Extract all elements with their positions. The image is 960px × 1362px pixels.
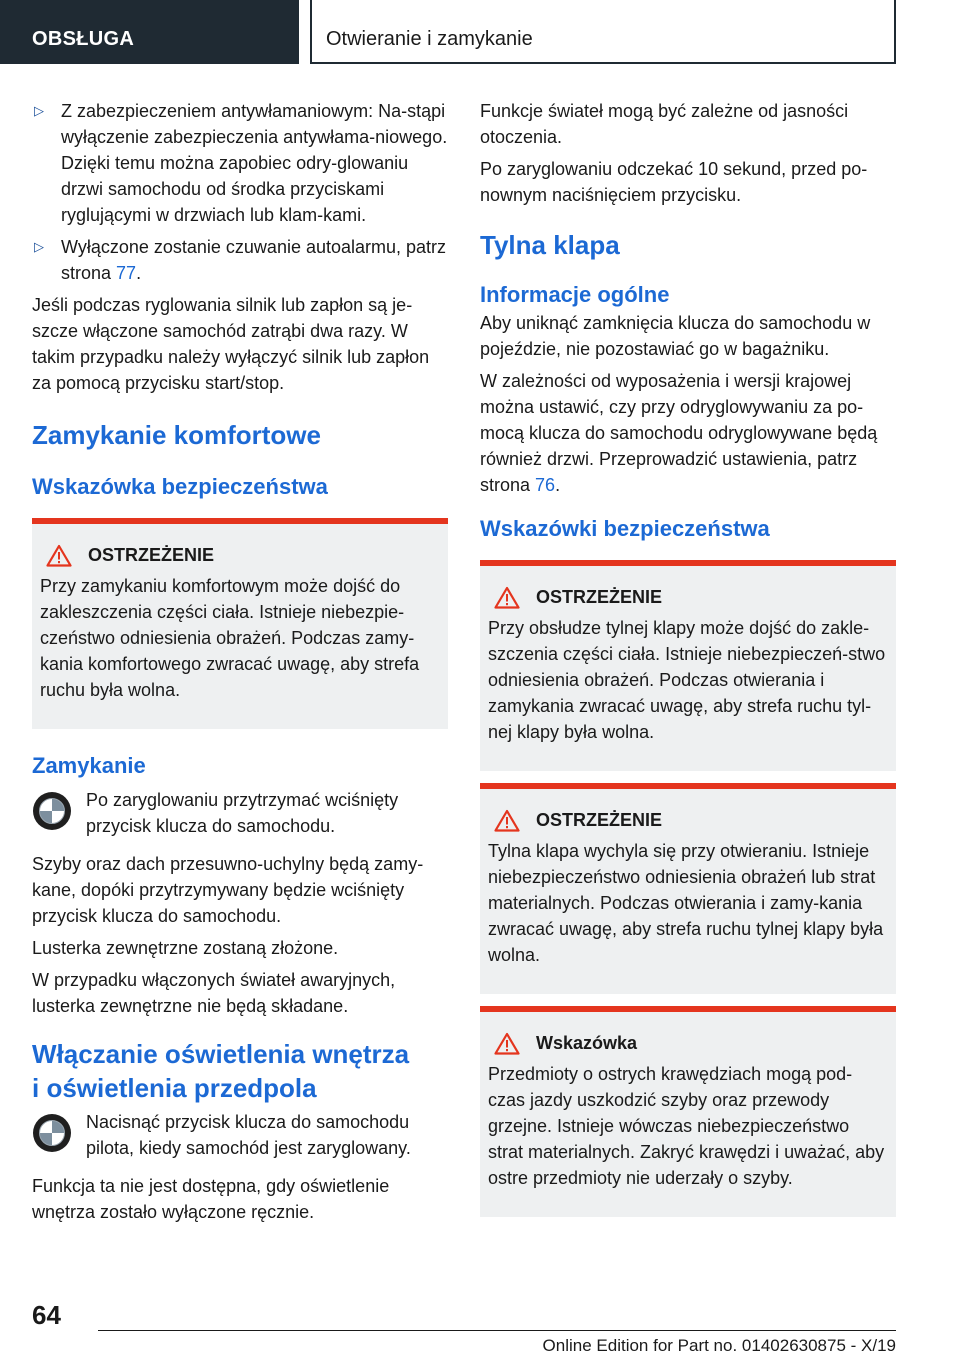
heading-general-info: Informacje ogólne [480,282,670,307]
bmw-logo-icon [32,1113,72,1153]
page-link-77[interactable]: 77 [116,263,137,283]
warning-text: Przy obsłudze tylnej klapy może dojść do zakle-szczenia części ciała. Istnieje niebezpieczeń-stwo odniesienia obrażeń. Podczas otwierania i zamykania zwracać uwagę, aby strefa ruchu tyl-nej klapy była wolna. [488,618,886,742]
notice-text: Przedmioty o ostrych krawędziach mogą pod-czas jazdy uszkodzić szyby oraz przewody grzejne. Istnieje wówczas niebezpieczeństwo strat materialnych. Zakryć krawędzi i uważać, aby ostre przedmioty nie uderzały o szyby. [488,1064,885,1188]
heading-safety-notes: Wskazówki bezpieczeństwa [480,516,770,541]
heading-comfort-closing: Zamykanie komfortowe [32,420,321,450]
edition-note: Online Edition for Part no. 01402630875 - X/19 [542,1336,896,1355]
key-step [32,787,448,839]
left-column [32,98,448,1231]
paragraph: W przypadku włączonych świateł awaryjnych, lusterka zewnętrzne nie będą składane. [32,970,396,1016]
page-number: 64 [32,1300,61,1330]
step-text: Po zaryglowaniu przytrzymać wciśnięty przycisk klucza do samochodu. [86,790,399,836]
triangle-bullet-icon: ▷ [34,239,44,254]
paragraph: Funkcja ta nie jest dostępna, gdy oświetlenie wnętrza zostało wyłączone ręcznie. [32,1176,390,1222]
right-column [480,98,896,1217]
notice-title: Wskazówka [536,1033,638,1053]
warning-text: Przy zamykaniu komfortowym może dojść do zakleszczenia części ciała. Istnieje niebezpie-czeństwo odniesienia obrażeń. Podczas zamy-kania komfortowego zwracać uwagę, aby strefa ruchu była wolna. [40,576,420,700]
chapter-label: Otwieranie i zamykanie [326,28,533,50]
heading-safety-note: Wskazówka bezpieczeństwa [32,474,328,499]
section-label: OBSŁUGA [32,28,135,50]
warning-text: Tylna klapa wychyla się przy otwieraniu. Istnieje niebezpieczeństwo odniesienia obrażeń lub strat materialnych. Podczas otwierania i zamy-kania zwracać uwagę, aby strefa ruchu tylnej klapy była wolna. [488,841,884,965]
paragraph: Szyby oraz dach przesuwno-uchylny będą zamy-kane, dopóki przytrzymywany będzie wciśnięty przycisk klucza do samochodu. [32,854,424,926]
heading-tailgate: Tylna klapa [480,230,620,260]
paragraph: Aby uniknąć zamknięcia klucza do samochodu w pojeździe, nie pozostawiać go w bagażniku. [480,313,871,359]
warning-triangle-icon [494,809,520,832]
section-tab [0,0,299,64]
heading-closing: Zamykanie [32,753,146,778]
paragraph: Jeśli podczas ryglowania silnik lub zapłon są je-szcze włączone samochód zatrąbi dwa razy. W takim przypadku należy wyłączyć silnik lub zapłon za pomocą przycisku start/stop. [32,295,430,393]
warning-box [480,783,896,994]
warning-triangle-icon [46,544,72,567]
warning-title: OSTRZEŻENIE [536,810,663,830]
warning-triangle-icon [494,586,520,609]
paragraph: Funkcje świateł mogą być zależne od jasności otoczenia. [480,101,849,147]
notice-box [480,1006,896,1217]
warning-title: OSTRZEŻENIE [88,545,215,565]
heading-lighting: Włączanie oświetlenia wnętrza i oświetlenia przedpola [32,1039,410,1103]
step-text: Nacisnąć przycisk klucza do samochodu pilota, kiedy samochód jest zaryglowany. [86,1112,411,1158]
list-item: ▷ Z zabezpieczeniem antywłamaniowym: Na-stąpi wyłączenie zabezpieczenia antywłama-niowego. Dzięki temu można zapobiec odry-glowaniu drzwi samochodu od środka przyciskami ryglującymi w drzwiach lub klam-kami. [32,98,448,228]
warning-triangle-icon [494,1032,520,1055]
chapter-tab [310,0,896,64]
paragraph: Po zaryglowaniu odczekać 10 sekund, przed po-nownym naciśnięciem przycisku. [480,159,868,205]
bmw-logo-icon [32,791,72,831]
warning-title: OSTRZEŻENIE [536,587,663,607]
triangle-bullet-icon: ▷ [34,103,44,118]
key-step [32,1109,448,1161]
paragraph: Lusterka zewnętrzne zostaną złożone. [32,938,339,958]
footer-divider [98,1330,896,1331]
list-item: ▷ Wyłączone zostanie czuwanie autoalarmu, patrz strona 77. [32,234,448,286]
paragraph: W zależności od wyposażenia i wersji krajowej można ustawić, czy przy odryglowywaniu za po-mocą klucza do samochodu odryglowywane będą również drzwi. Przeprowadzić ustawienia, patrz strona 76. [480,371,878,495]
warning-box [32,518,448,729]
warning-box [480,560,896,771]
page-link-76[interactable]: 76 [535,475,556,495]
